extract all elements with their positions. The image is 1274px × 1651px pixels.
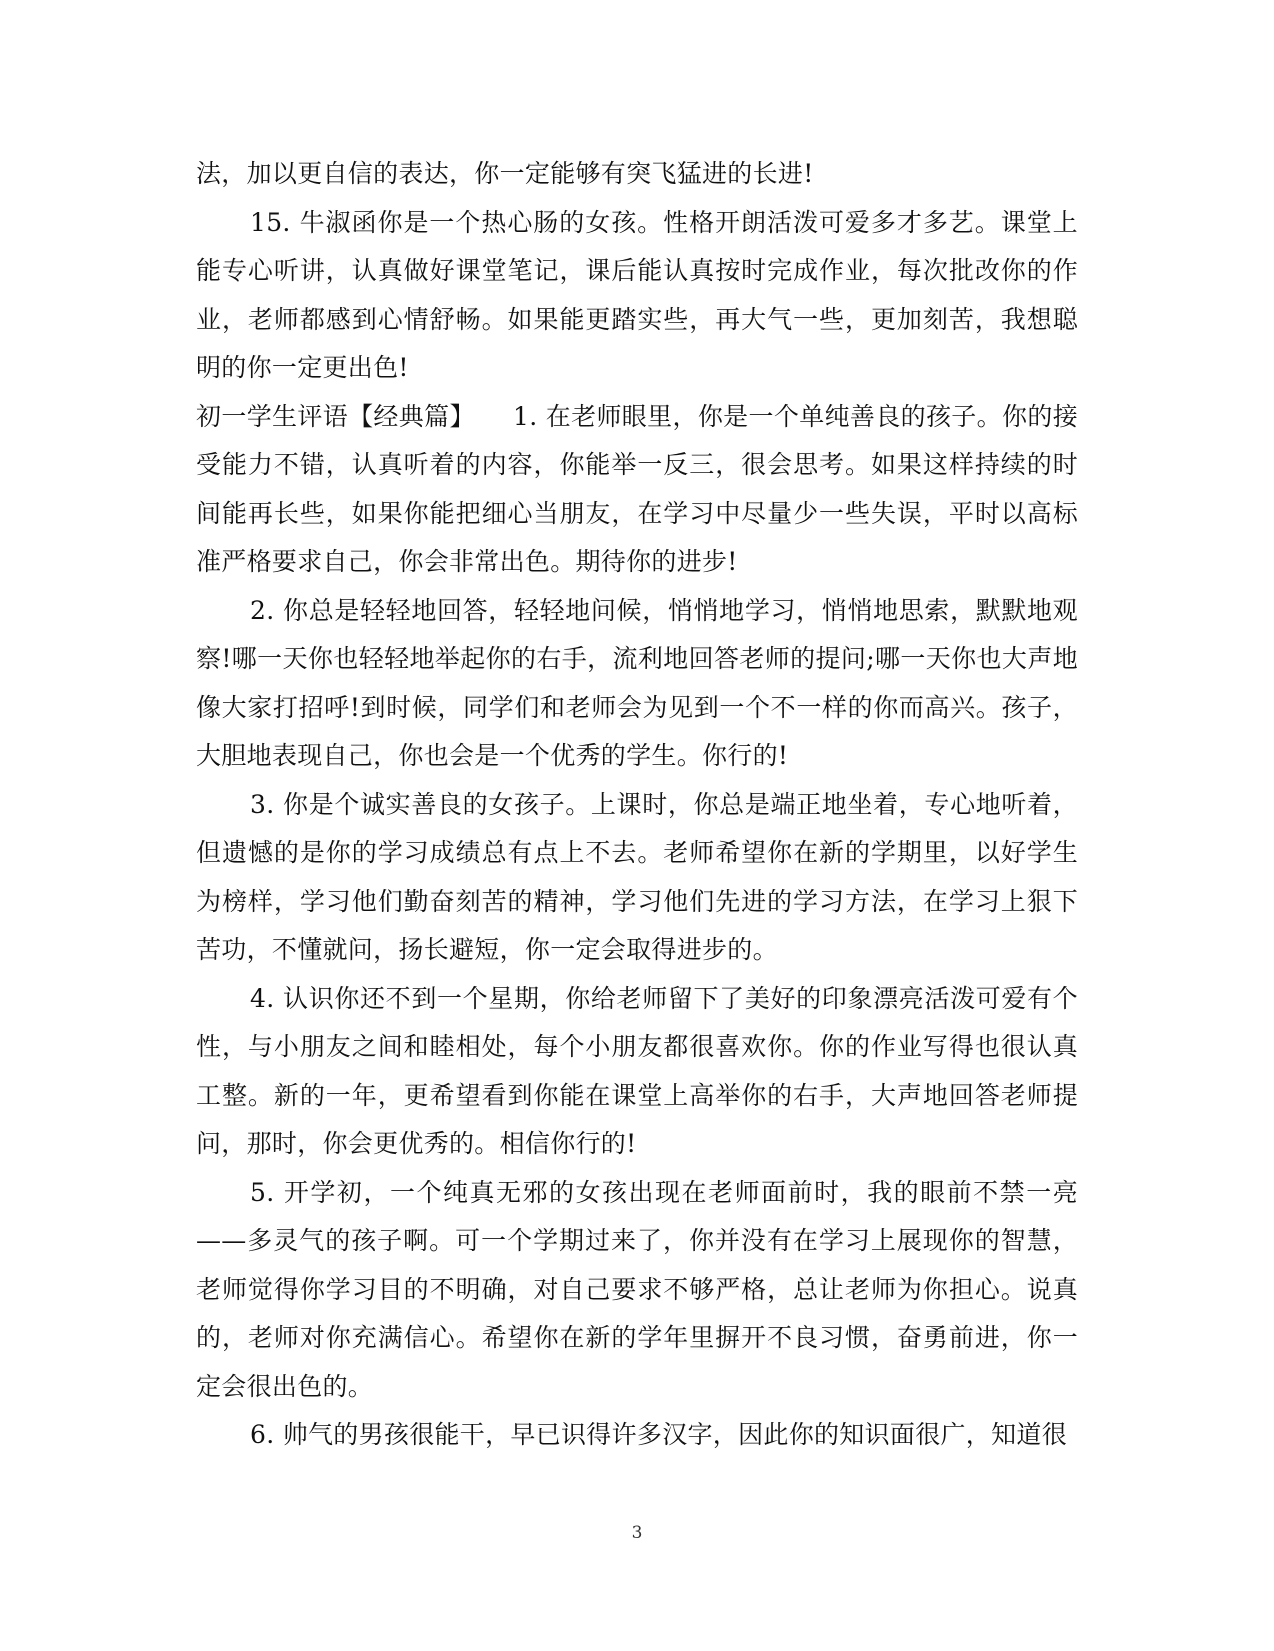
paragraph-comment-2: 2. 你总是轻轻地回答，轻轻地问候，悄悄地学习，悄悄地思索，默默地观察!哪一天你也轻轻地举起你的右手，流利地回答老师的提问;哪一天你也大声地像大家打招呼!到时候，同学们和老师会为见到一个不一样的你而高兴。孩子，大胆地表现自己，你也会是一个优秀的学生。你行的!	[196, 595, 1078, 770]
paragraph-comment-3: 3. 你是个诚实善良的女孩子。上课时，你总是端正地坐着，专心地听着，但遗憾的是你的学习成绩总有点上不去。老师希望你在新的学期里，以好学生为榜样，学习他们勤奋刻苦的精神，学习他们先进的学习方法，在学习上狠下苦功，不懂就问，扬长避短，你一定会取得进步的。	[196, 789, 1078, 964]
document-body	[196, 150, 1078, 1460]
paragraph-section-heading-comment-1: 初一学生评语【经典篇】 1. 在老师眼里，你是一个单纯善良的孩子。你的接受能力不错，认真听着的内容，你能举一反三，很会思考。如果这样持续的时间能再长些，如果你能把细心当朋友，在学习中尽量少一些失误，平时以高标准严格要求自己，你会非常出色。期待你的进步!	[196, 401, 1078, 576]
paragraph-continuation: 法，加以更自信的表达，你一定能够有突飞猛进的长进!	[196, 159, 814, 188]
paragraph-comment-4: 4. 认识你还不到一个星期，你给老师留下了美好的印象漂亮活泼可爱有个性，与小朋友之间和睦相处，每个小朋友都很喜欢你。你的作业写得也很认真工整。新的一年，更希望看到你能在课堂上高举你的右手，大声地回答老师提问，那时，你会更优秀的。相信你行的!	[196, 983, 1078, 1158]
page-number: 3	[631, 1523, 643, 1543]
paragraph-comment-5: 5. 开学初，一个纯真无邪的女孩出现在老师面前时，我的眼前不禁一亮——多灵气的孩子啊。可一个学期过来了，你并没有在学习上展现你的智慧，老师觉得你学习目的不明确，对自己要求不够严格，总让老师为你担心。说真的，老师对你充满信心。希望你在新的学年里摒开不良习惯，奋勇前进，你一定会很出色的。	[196, 1177, 1078, 1401]
paragraph-comment-6: 6. 帅气的男孩很能干，早已识得许多汉字，因此你的知识面很广，知道很	[250, 1420, 1068, 1449]
paragraph-comment-15: 15. 牛淑函你是一个热心肠的女孩。性格开朗活泼可爱多才多艺。课堂上能专心听讲，认真做好课堂笔记，课后能认真按时完成作业，每次批改你的作业，老师都感到心情舒畅。如果能更踏实些，再大气一些，更加刻苦，我想聪明的你一定更出色!	[196, 207, 1078, 382]
